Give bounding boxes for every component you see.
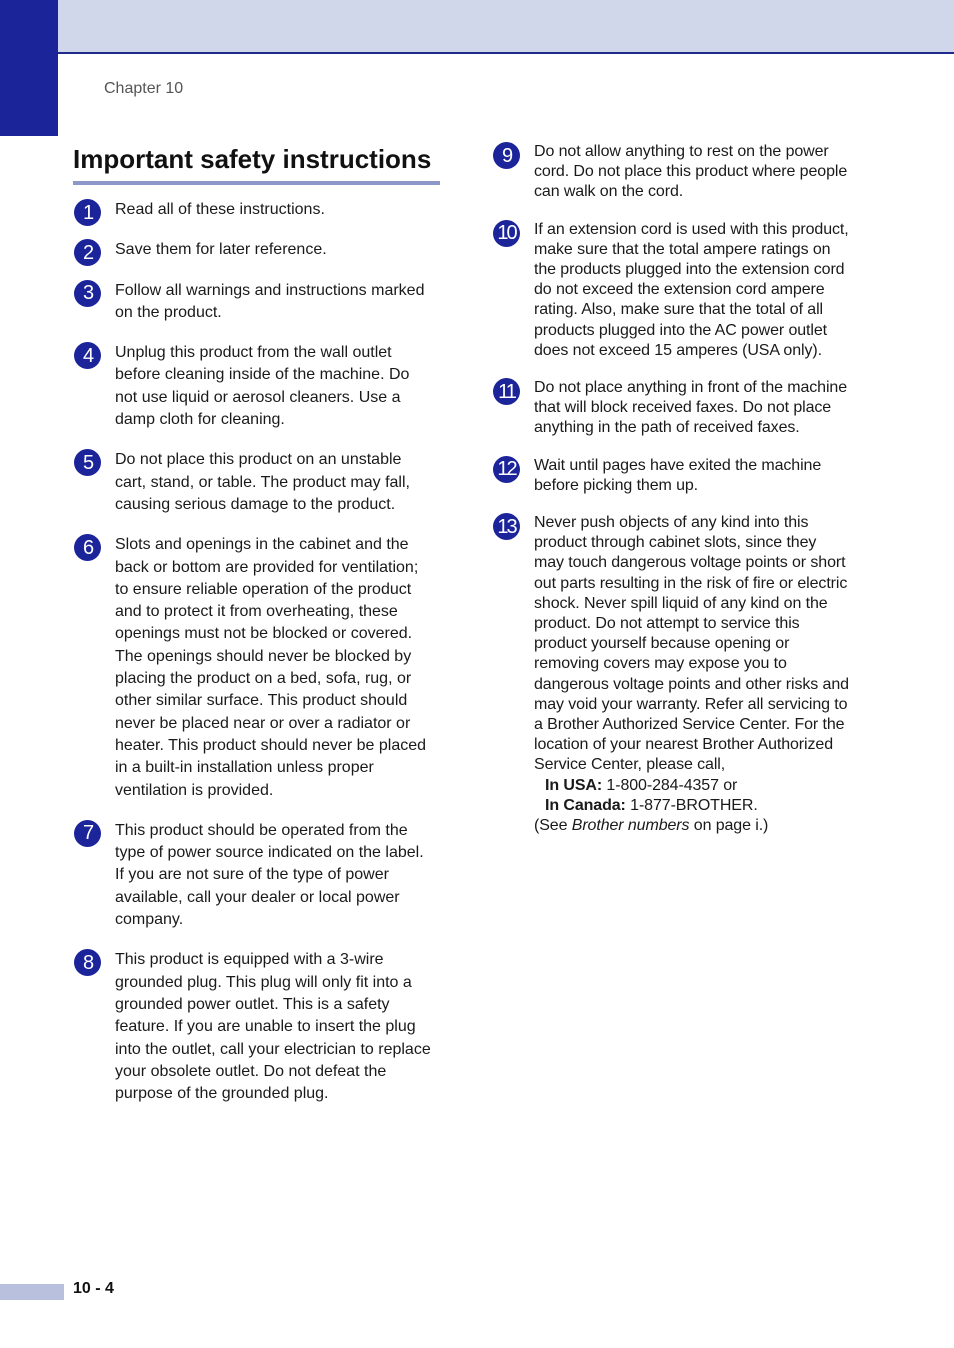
item-number-icon: 12	[493, 456, 520, 483]
item-number-icon: 2	[74, 239, 101, 266]
item-number-icon: 1	[74, 199, 101, 226]
item-text-line: company.	[115, 911, 184, 929]
item-number-icon: 3	[74, 280, 101, 307]
item-text-line: Never push objects of any kind into this	[534, 514, 809, 532]
item-text-line: do not exceed the extension cord ampere	[534, 281, 825, 299]
safety-item-5	[73, 449, 441, 516]
item-text-line: openings must not be blocked or covered.	[115, 625, 413, 643]
see-suffix: on page i.)	[689, 817, 769, 835]
item-text-line: the products plugged into the extension cord	[534, 261, 845, 279]
item-text-line: a Brother Authorized Service Center. For the	[534, 716, 845, 734]
item-text-line: make sure that the total ampere ratings on	[534, 240, 831, 258]
item-text	[534, 220, 862, 361]
item-text-line: location of your nearest Brother Authorized	[534, 736, 833, 754]
item-text	[534, 378, 862, 439]
item-text-line: may touch dangerous voltage points or short	[534, 554, 846, 572]
item-number-icon: 10	[493, 220, 520, 247]
item-text-line: If you are not sure of the type of power	[115, 866, 389, 884]
contact-canada-label: In Canada:	[545, 796, 626, 814]
item-text	[115, 199, 441, 221]
safety-item-9	[492, 142, 862, 203]
item-text-line: in a built-in installation unless proper	[115, 759, 374, 777]
left-column	[73, 199, 441, 1123]
safety-item-6	[73, 534, 441, 802]
safety-item-8	[73, 949, 441, 1105]
item-text-line: This product should be operated from the	[115, 821, 408, 839]
item-number-icon: 6	[74, 534, 101, 561]
item-text	[534, 513, 862, 776]
item-text-line: may void your warranty. Refer all servicing to	[534, 695, 848, 713]
item-text-line: heater. This product should never be placed	[115, 736, 427, 754]
item-text	[115, 449, 441, 516]
item-text-line: purpose of the grounded plug.	[115, 1085, 329, 1103]
item-text-line: Unplug this product from the wall outlet	[115, 344, 392, 362]
item-number-icon: 8	[74, 949, 101, 976]
item-text-line: rating. Also, make sure that the total of all	[534, 301, 823, 319]
section-title: Important safety instructions	[73, 144, 440, 185]
item-text-line: removing covers may expose you to	[534, 655, 787, 673]
item-text	[115, 820, 441, 931]
item-text	[115, 949, 441, 1105]
contact-canada-number: 1-877-BROTHER.	[625, 796, 758, 814]
item-text	[534, 142, 862, 203]
safety-item-4	[73, 342, 441, 431]
item-text-line: product through cabinet slots, since they	[534, 534, 817, 552]
item-number-icon: 5	[74, 449, 101, 476]
item-text	[115, 239, 441, 261]
item-text-line: feature. If you are unable to insert the plug	[115, 1018, 416, 1036]
item-text-line: If an extension cord is used with this product,	[534, 220, 849, 238]
item-text-line: cart, stand, or table. The product may fall,	[115, 473, 410, 491]
item-text-line: shock. Never spill liquid of any kind on the	[534, 594, 828, 612]
item-text-line: on the product.	[115, 303, 222, 321]
item-text-line: The openings should never be blocked by	[115, 647, 412, 665]
item-text-line: does not exceed 15 amperes (USA only).	[534, 341, 822, 359]
item-text-line: Save them for later reference.	[115, 241, 327, 259]
item-text-line: product yourself because opening or	[534, 635, 790, 653]
item-number-icon: 7	[74, 820, 101, 847]
item-text-line: products plugged into the AC power outlet	[534, 321, 827, 339]
item-text-line: Do not place anything in front of the machine	[534, 379, 848, 397]
safety-item-13	[492, 513, 862, 776]
chapter-tab	[0, 0, 58, 136]
item-text-line: Do not place this product on an unstable	[115, 451, 402, 469]
contact-usa-label: In USA:	[545, 776, 603, 794]
item-text-line: that will block received faxes. Do not place	[534, 399, 832, 417]
page-number: 10 - 4	[73, 1280, 114, 1297]
item-text-line: anything in the path of received faxes.	[534, 419, 800, 437]
item-text-line: product. Do not attempt to service this	[534, 615, 800, 633]
contact-see-reference	[534, 816, 862, 836]
contact-canada	[534, 796, 862, 816]
see-prefix: (See	[534, 817, 572, 835]
item-text-line: causing serious damage to the product.	[115, 495, 396, 513]
item-text-line: before picking them up.	[534, 476, 699, 494]
item-number-icon: 4	[74, 342, 101, 369]
contact-info	[492, 776, 862, 837]
item-text-line: Do not allow anything to rest on the power	[534, 143, 829, 160]
item-text-line: grounded plug. This plug will only fit into a	[115, 973, 412, 991]
item-text-line: damp cloth for cleaning.	[115, 411, 285, 429]
item-text-line: grounded power outlet. This is a safety	[115, 995, 390, 1013]
header-band	[0, 0, 954, 54]
item-text-line: type of power source indicated on the label.	[115, 844, 424, 862]
safety-item-10	[492, 220, 862, 361]
item-text	[534, 456, 862, 496]
item-text	[115, 342, 441, 431]
footer-bar	[0, 1284, 64, 1300]
item-text-line: placing the product on a bed, sofa, rug, or	[115, 670, 412, 688]
item-text-line: Slots and openings in the cabinet and the	[115, 536, 409, 554]
item-number-icon: 9	[493, 142, 520, 169]
item-number-icon: 13	[493, 513, 520, 540]
item-text-line: your obsolete outlet. Do not defeat the	[115, 1062, 387, 1080]
safety-item-2	[73, 239, 441, 264]
item-text-line: dangerous voltage points and other risks and	[534, 675, 849, 693]
item-text-line: out parts resulting in the risk of fire or electric	[534, 574, 848, 592]
safety-item-1	[73, 199, 441, 224]
item-text-line: can walk on the cord.	[534, 183, 684, 201]
item-text-line: Read all of these instructions.	[115, 201, 325, 218]
item-text-line: before cleaning inside of the machine. Do	[115, 366, 410, 384]
item-text-line: Follow all warnings and instructions marked	[115, 281, 425, 299]
item-text-line: other similar surface. This product should	[115, 692, 408, 710]
item-text-line: and to protect it from overheating, these	[115, 603, 398, 621]
chapter-label: Chapter 10	[104, 80, 184, 97]
item-text-line: Service Center, please call,	[534, 756, 726, 774]
item-text-line: ventilation is provided.	[115, 781, 274, 799]
item-text-line: to ensure reliable operation of the product	[115, 580, 412, 598]
contact-usa	[534, 776, 862, 796]
item-text-line: never be placed near or over a radiator or	[115, 714, 411, 732]
see-reference-link: Brother numbers	[571, 817, 690, 835]
contact-usa-number: 1-800-284-4357 or	[602, 776, 738, 794]
safety-item-7	[73, 820, 441, 931]
item-text-line: Wait until pages have exited the machine	[534, 456, 822, 474]
item-text-line: cord. Do not place this product where people	[534, 163, 848, 181]
item-number-icon: 11	[493, 378, 520, 405]
safety-item-3	[73, 280, 441, 325]
item-text-line: into the outlet, call your electrician to replace	[115, 1040, 431, 1058]
item-text-line: This product is equipped with a 3-wire	[115, 951, 384, 969]
item-text-line: not use liquid or aerosol cleaners. Use a	[115, 388, 401, 406]
item-text	[115, 534, 441, 802]
item-text	[115, 280, 441, 325]
item-text-line: available, call your dealer or local power	[115, 888, 400, 906]
safety-item-12	[492, 456, 862, 496]
right-column	[492, 142, 862, 836]
item-text-line: back or bottom are provided for ventilation;	[115, 558, 419, 576]
safety-item-11	[492, 378, 862, 439]
